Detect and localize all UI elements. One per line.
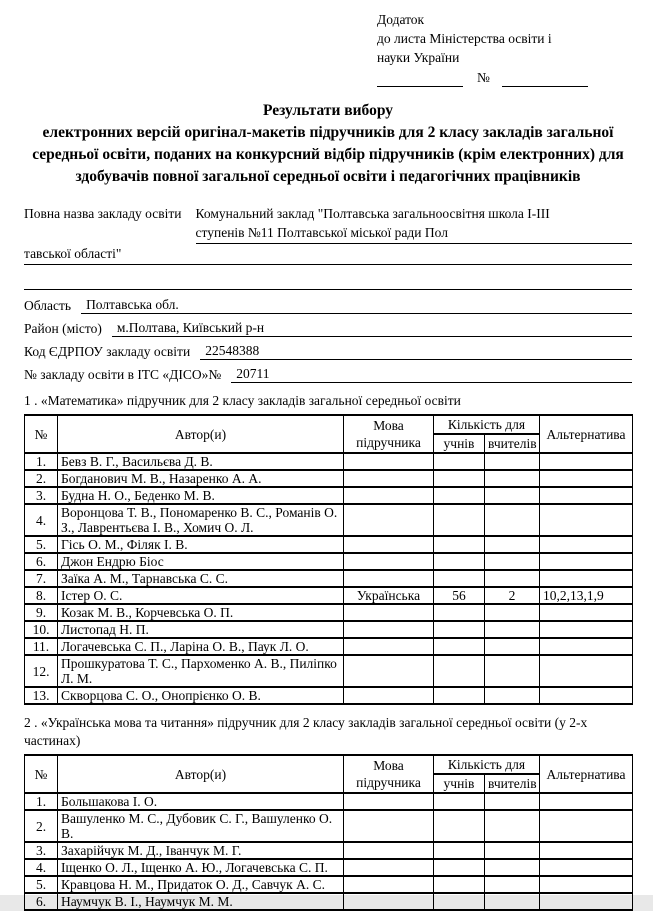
table-row (25, 655, 633, 687)
row-num-cell: 5. (25, 876, 58, 893)
students-cell (434, 638, 485, 655)
authors-cell: Прошкуратова Т. С., Пархоменко А. В., Пиліпко Л. М. (58, 655, 344, 687)
alternative-cell (540, 655, 633, 687)
students-cell (434, 842, 485, 859)
row-num-cell: 7. (25, 570, 58, 587)
alternative-cell (540, 570, 633, 587)
language-cell (344, 876, 434, 893)
alternative-cell (540, 876, 633, 893)
school-name-continuation: тавської області" (24, 245, 632, 265)
appendix-block (377, 10, 632, 87)
table-row (25, 487, 633, 504)
appendix-line-3: науки України (377, 50, 460, 65)
field-district-value: м.Полтава, Київський р-н (112, 319, 632, 337)
page-title (24, 100, 632, 188)
language-cell (344, 570, 434, 587)
col-header-alternative: Альтернатива (540, 755, 633, 793)
students-cell (434, 655, 485, 687)
teachers-cell (485, 604, 540, 621)
field-edrpou-label: Код ЄДРПОУ закладу освіти (24, 344, 191, 359)
teachers-cell: 2 (485, 587, 540, 604)
form-fields (24, 291, 632, 383)
language-cell (344, 536, 434, 553)
teachers-cell (485, 487, 540, 504)
language-cell (344, 687, 434, 704)
row-num-cell: 2. (25, 470, 58, 487)
table-row (25, 453, 633, 470)
blank-underline-row (24, 265, 632, 290)
teachers-cell (485, 621, 540, 638)
teachers-cell (485, 470, 540, 487)
authors-cell: Большакова І. О. (58, 793, 344, 810)
row-num-cell: 8. (25, 587, 58, 604)
row-num-cell: 4. (25, 504, 58, 536)
col-header-num: № (25, 415, 58, 453)
row-num-cell: 9. (25, 604, 58, 621)
language-cell (344, 893, 434, 910)
col-header-language: Мова підручника (344, 415, 434, 453)
school-name-field (24, 204, 632, 244)
language-cell (344, 859, 434, 876)
students-cell (434, 793, 485, 810)
authors-cell: Гісь О. М., Філяк І. В. (58, 536, 344, 553)
appendix-line-1: Додаток (377, 12, 425, 27)
students-cell (434, 470, 485, 487)
section1-heading: 1 . «Математика» підручник для 2 класу закладів загальної середньої освіти (24, 393, 461, 408)
teachers-cell (485, 570, 540, 587)
alternative-cell (540, 621, 633, 638)
row-num-cell: 13. (25, 687, 58, 704)
row-num-cell: 2. (25, 810, 58, 842)
students-cell (434, 536, 485, 553)
col-header-students: учнів (434, 434, 485, 453)
students-cell (434, 876, 485, 893)
col-header-alternative: Альтернатива (540, 415, 633, 453)
page-title-rest: електронних версій оригінал-макетів підручників для 2 класу закладів загальної середньої освіти, поданих на конкурсний відбір підручників (крім електронних) для здобувачів повної загальної середньої освіти і педагогічних працівників (32, 124, 624, 185)
authors-cell: Наумчук В. І., Наумчук М. М. (58, 893, 344, 910)
teachers-cell (485, 793, 540, 810)
alternative-cell (540, 453, 633, 470)
students-cell (434, 487, 485, 504)
blank-line-left (377, 71, 463, 87)
textbook-table-math (24, 414, 633, 705)
language-cell (344, 453, 434, 470)
school-name-value-line-1: Комунальний заклад "Полтавська загальноосвітня школа І-ІІІ (195, 206, 550, 221)
field-diso-number-label: № закладу освіти в ІТС «ДІСО»№ (24, 367, 222, 382)
students-cell (434, 553, 485, 570)
table-row (25, 687, 633, 704)
textbook-table-ukrainian (24, 754, 633, 911)
table-row (25, 553, 633, 570)
alternative-cell (540, 893, 633, 910)
field-district-label: Район (місто) (24, 321, 102, 336)
row-num-cell: 4. (25, 859, 58, 876)
row-num-cell: 11. (25, 638, 58, 655)
table-row (25, 570, 633, 587)
teachers-cell (485, 553, 540, 570)
alternative-cell (540, 504, 633, 536)
authors-cell: Іщенко О. Л., Іщенко А. Ю., Логачевська С. П. (58, 859, 344, 876)
language-cell (344, 487, 434, 504)
students-cell (434, 687, 485, 704)
teachers-cell (485, 536, 540, 553)
table-row (25, 893, 633, 910)
authors-cell: Бевз В. Г., Васильєва Д. В. (58, 453, 344, 470)
teachers-cell (485, 655, 540, 687)
table-header (25, 415, 633, 453)
school-name-value-line-2: ступенів №11 Полтавської міської ради Пол (196, 223, 632, 244)
col-header-students: учнів (434, 774, 485, 793)
appendix-number-row (377, 70, 632, 87)
alternative-cell (540, 810, 633, 842)
students-cell (434, 621, 485, 638)
alternative-cell (540, 536, 633, 553)
col-header-authors: Автор(и) (58, 415, 344, 453)
language-cell: Українська (344, 587, 434, 604)
teachers-cell (485, 810, 540, 842)
row-num-cell: 3. (25, 487, 58, 504)
language-cell (344, 810, 434, 842)
authors-cell: Істер О. С. (58, 587, 344, 604)
teachers-cell (485, 876, 540, 893)
authors-cell: Джон Ендрю Біос (58, 553, 344, 570)
row-num-cell: 1. (25, 453, 58, 470)
col-header-num: № (25, 755, 58, 793)
students-cell (434, 810, 485, 842)
language-cell (344, 638, 434, 655)
table-row (25, 604, 633, 621)
alternative-cell: 10,2,13,1,9 (540, 587, 633, 604)
table-row (25, 859, 633, 876)
language-cell (344, 842, 434, 859)
field-edrpou-value: 22548388 (200, 342, 632, 360)
col-header-quantity: Кількість для (434, 755, 540, 774)
alternative-cell (540, 859, 633, 876)
table-row (25, 504, 633, 536)
authors-cell: Козак М. В., Корчевська О. П. (58, 604, 344, 621)
authors-cell: Логачевська С. П., Ларіна О. В., Паук Л. О. (58, 638, 344, 655)
field-diso-number (24, 360, 632, 383)
row-num-cell: 6. (25, 893, 58, 910)
table-header (25, 755, 633, 793)
field-oblast-label: Область (24, 298, 72, 313)
field-oblast (24, 291, 632, 314)
table-row (25, 621, 633, 638)
page-title-line-1: Результати вибору (262, 102, 394, 119)
alternative-cell (540, 470, 633, 487)
school-name-label: Повна назва закладу освіти (24, 206, 182, 221)
language-cell (344, 604, 434, 621)
field-diso-number-value: 20711 (231, 365, 632, 383)
col-header-quantity: Кількість для (434, 415, 540, 434)
field-oblast-value: Полтавська обл. (81, 296, 632, 314)
table-row (25, 793, 633, 810)
field-district (24, 314, 632, 337)
students-cell (434, 570, 485, 587)
row-num-cell: 6. (25, 553, 58, 570)
alternative-cell (540, 842, 633, 859)
language-cell (344, 553, 434, 570)
table-row (25, 842, 633, 859)
students-cell (434, 453, 485, 470)
number-sign: № (477, 70, 490, 85)
authors-cell: Кравцова Н. М., Придаток О. Д., Савчук А. С. (58, 876, 344, 893)
teachers-cell (485, 842, 540, 859)
authors-cell: Богданович М. В., Назаренко А. А. (58, 470, 344, 487)
alternative-cell (540, 793, 633, 810)
language-cell (344, 793, 434, 810)
row-num-cell: 3. (25, 842, 58, 859)
teachers-cell (485, 638, 540, 655)
authors-cell: Заїка А. М., Тарнавська С. С. (58, 570, 344, 587)
table-row (25, 587, 633, 604)
table-row (25, 638, 633, 655)
alternative-cell (540, 604, 633, 621)
students-cell (434, 859, 485, 876)
row-num-cell: 12. (25, 655, 58, 687)
school-name-value (196, 204, 632, 244)
authors-cell: Скворцова С. О., Онопрієнко О. В. (58, 687, 344, 704)
students-cell (434, 504, 485, 536)
alternative-cell (540, 638, 633, 655)
students-cell: 56 (434, 587, 485, 604)
table-row (25, 536, 633, 553)
authors-cell: Будна Н. О., Беденко М. В. (58, 487, 344, 504)
authors-cell: Листопад Н. П. (58, 621, 344, 638)
section2-heading: 2 . «Українська мова та читання» підручник для 2 класу закладів загальної середньої освіти (у 2-х частинах) (24, 715, 588, 748)
col-header-teachers: вчителів (485, 434, 540, 453)
authors-cell: Воронцова Т. В., Пономаренко В. С., Романів О. З., Лаврентьєва І. В., Хомич О. Л. (58, 504, 344, 536)
teachers-cell (485, 859, 540, 876)
row-num-cell: 5. (25, 536, 58, 553)
blank-line-right (502, 71, 588, 87)
table-row (25, 876, 633, 893)
students-cell (434, 893, 485, 910)
row-num-cell: 1. (25, 793, 58, 810)
table-row (25, 470, 633, 487)
alternative-cell (540, 487, 633, 504)
alternative-cell (540, 687, 633, 704)
row-num-cell: 10. (25, 621, 58, 638)
authors-cell: Захарійчук М. Д., Іванчук М. Г. (58, 842, 344, 859)
col-header-authors: Автор(и) (58, 755, 344, 793)
col-header-language: Мова підручника (344, 755, 434, 793)
table-row (25, 810, 633, 842)
language-cell (344, 621, 434, 638)
language-cell (344, 470, 434, 487)
teachers-cell (485, 453, 540, 470)
students-cell (434, 604, 485, 621)
teachers-cell (485, 687, 540, 704)
col-header-teachers: вчителів (485, 774, 540, 793)
language-cell (344, 655, 434, 687)
teachers-cell (485, 893, 540, 910)
appendix-line-2: до листа Міністерства освіти і (377, 31, 552, 46)
language-cell (344, 504, 434, 536)
authors-cell: Вашуленко М. С., Дубовик С. Г., Вашуленко О. В. (58, 810, 344, 842)
teachers-cell (485, 504, 540, 536)
alternative-cell (540, 553, 633, 570)
field-edrpou (24, 337, 632, 360)
